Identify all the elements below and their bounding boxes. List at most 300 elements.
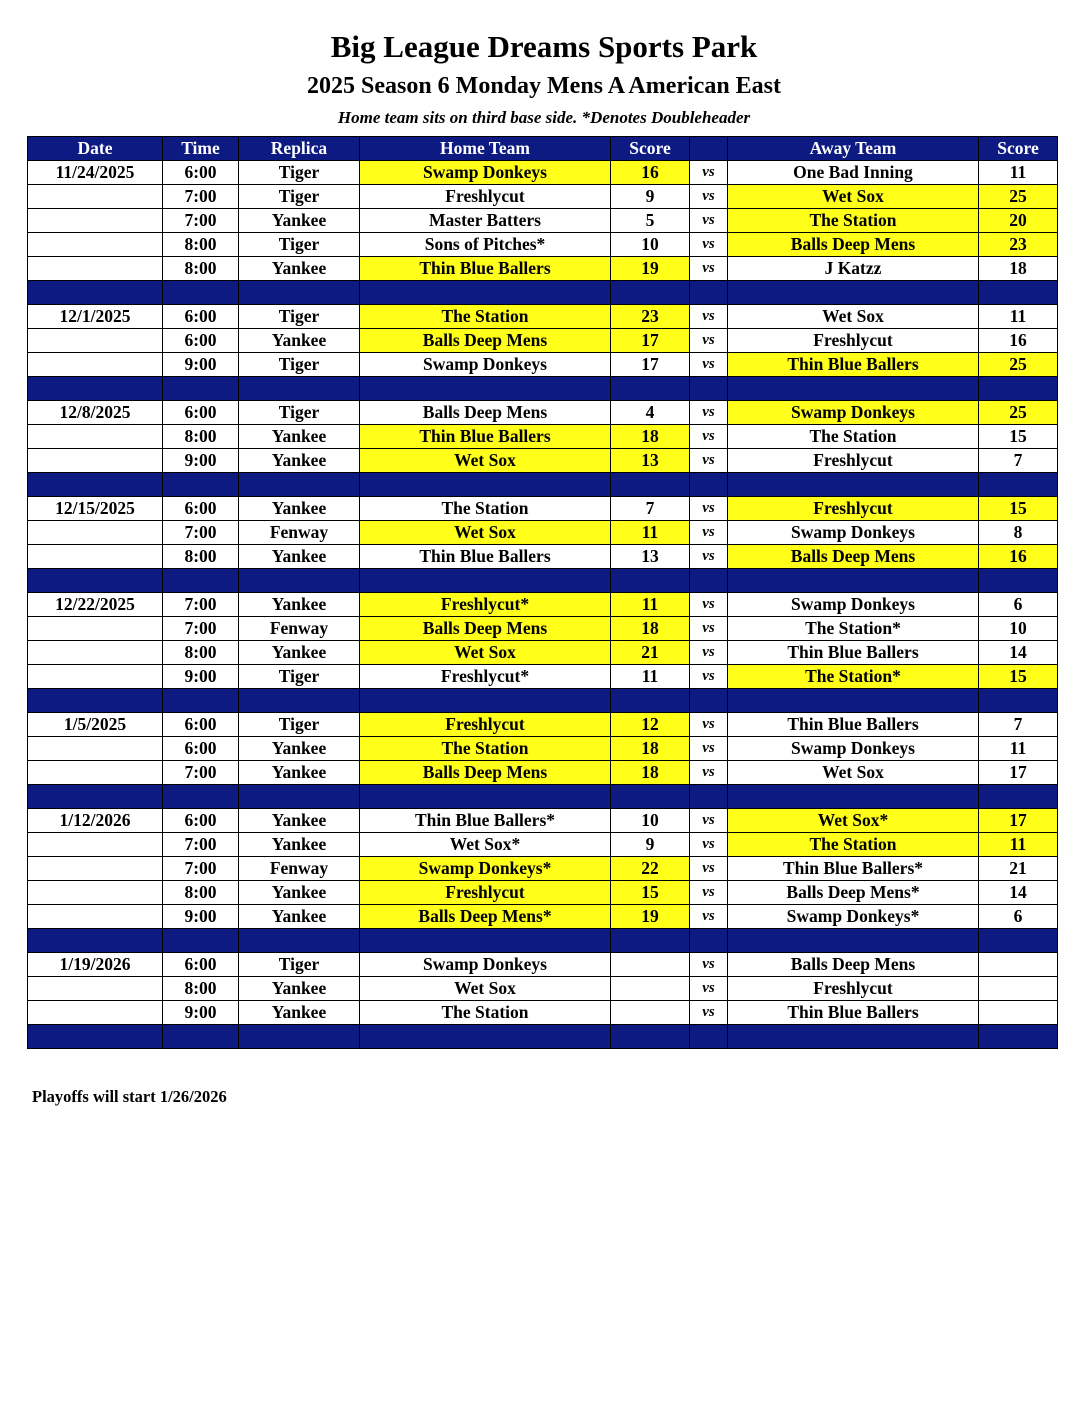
game-row (28, 737, 1058, 761)
away-team: J Katzz (728, 257, 979, 281)
home-team: Freshlycut* (360, 593, 611, 617)
separator-cell (28, 929, 163, 953)
separator-cell (239, 929, 360, 953)
game-date: 1/12/2026 (28, 809, 163, 833)
away-team: Freshlycut (728, 329, 979, 353)
game-date (28, 233, 163, 257)
home-team: Balls Deep Mens (360, 401, 611, 425)
home-score: 4 (611, 401, 690, 425)
separator-row (28, 1025, 1058, 1049)
col-header-away-score: Score (979, 137, 1058, 161)
away-team: The Station (728, 209, 979, 233)
separator-cell (360, 569, 611, 593)
separator-cell (979, 785, 1058, 809)
home-team: Swamp Donkeys (360, 953, 611, 977)
game-time: 6:00 (163, 161, 239, 185)
separator-cell (728, 569, 979, 593)
separator-cell (690, 473, 728, 497)
game-date (28, 977, 163, 1001)
away-score: 17 (979, 809, 1058, 833)
game-time: 8:00 (163, 233, 239, 257)
game-time: 7:00 (163, 617, 239, 641)
separator-cell (690, 785, 728, 809)
col-header-time: Time (163, 137, 239, 161)
game-time: 9:00 (163, 353, 239, 377)
separator-cell (163, 1025, 239, 1049)
away-score: 14 (979, 641, 1058, 665)
game-time: 9:00 (163, 665, 239, 689)
separator-cell (690, 377, 728, 401)
home-score: 17 (611, 353, 690, 377)
separator-cell (979, 569, 1058, 593)
game-replica: Fenway (239, 617, 360, 641)
separator-cell (728, 377, 979, 401)
game-date (28, 761, 163, 785)
away-team: Wet Sox* (728, 809, 979, 833)
separator-cell (163, 569, 239, 593)
away-team: Balls Deep Mens (728, 233, 979, 257)
game-replica: Fenway (239, 521, 360, 545)
game-date (28, 521, 163, 545)
separator-cell (239, 689, 360, 713)
game-replica: Yankee (239, 761, 360, 785)
away-score: 8 (979, 521, 1058, 545)
vs-label: vs (690, 617, 728, 641)
game-row (28, 401, 1058, 425)
separator-cell (611, 281, 690, 305)
home-score: 18 (611, 761, 690, 785)
game-replica: Tiger (239, 401, 360, 425)
game-replica: Yankee (239, 833, 360, 857)
game-row (28, 593, 1058, 617)
home-team: Freshlycut (360, 185, 611, 209)
game-replica: Tiger (239, 233, 360, 257)
game-row (28, 497, 1058, 521)
vs-label: vs (690, 905, 728, 929)
vs-label: vs (690, 641, 728, 665)
vs-label: vs (690, 809, 728, 833)
game-date (28, 1001, 163, 1025)
separator-cell (239, 281, 360, 305)
game-row (28, 353, 1058, 377)
vs-label: vs (690, 713, 728, 737)
home-score: 13 (611, 449, 690, 473)
game-time: 9:00 (163, 449, 239, 473)
away-score: 10 (979, 617, 1058, 641)
game-row (28, 665, 1058, 689)
away-score: 15 (979, 497, 1058, 521)
separator-row (28, 689, 1058, 713)
separator-cell (690, 1025, 728, 1049)
away-team: The Station* (728, 665, 979, 689)
col-header-home-team: Home Team (360, 137, 611, 161)
away-team: Swamp Donkeys (728, 737, 979, 761)
game-date: 12/8/2025 (28, 401, 163, 425)
home-score: 18 (611, 425, 690, 449)
game-replica: Tiger (239, 161, 360, 185)
game-time: 9:00 (163, 905, 239, 929)
game-replica: Yankee (239, 905, 360, 929)
vs-label: vs (690, 545, 728, 569)
game-row (28, 449, 1058, 473)
game-time: 7:00 (163, 857, 239, 881)
game-date (28, 329, 163, 353)
separator-cell (163, 281, 239, 305)
vs-label: vs (690, 857, 728, 881)
game-row (28, 761, 1058, 785)
separator-cell (979, 1025, 1058, 1049)
game-time: 9:00 (163, 1001, 239, 1025)
home-team: The Station (360, 1001, 611, 1025)
game-time: 6:00 (163, 737, 239, 761)
away-team: One Bad Inning (728, 161, 979, 185)
home-team: Wet Sox (360, 449, 611, 473)
separator-cell (728, 689, 979, 713)
away-team: Balls Deep Mens (728, 545, 979, 569)
separator-cell (360, 377, 611, 401)
away-score: 25 (979, 401, 1058, 425)
home-team: Wet Sox* (360, 833, 611, 857)
home-score: 11 (611, 521, 690, 545)
game-time: 8:00 (163, 977, 239, 1001)
game-time: 7:00 (163, 761, 239, 785)
away-score: 7 (979, 713, 1058, 737)
game-row (28, 617, 1058, 641)
home-team: Thin Blue Ballers* (360, 809, 611, 833)
game-replica: Yankee (239, 1001, 360, 1025)
home-score: 19 (611, 905, 690, 929)
away-team: Freshlycut (728, 497, 979, 521)
game-replica: Yankee (239, 593, 360, 617)
game-row (28, 329, 1058, 353)
game-date (28, 425, 163, 449)
game-row (28, 857, 1058, 881)
separator-cell (690, 281, 728, 305)
separator-cell (360, 281, 611, 305)
game-row (28, 953, 1058, 977)
game-date (28, 665, 163, 689)
vs-label: vs (690, 665, 728, 689)
game-replica: Tiger (239, 713, 360, 737)
vs-label: vs (690, 233, 728, 257)
home-score: 9 (611, 833, 690, 857)
separator-row (28, 281, 1058, 305)
away-score: 15 (979, 425, 1058, 449)
separator-row (28, 929, 1058, 953)
separator-cell (239, 569, 360, 593)
game-time: 6:00 (163, 329, 239, 353)
away-team: Wet Sox (728, 305, 979, 329)
separator-row (28, 473, 1058, 497)
game-replica: Tiger (239, 353, 360, 377)
separator-cell (690, 569, 728, 593)
away-score: 17 (979, 761, 1058, 785)
home-score: 10 (611, 233, 690, 257)
game-row (28, 881, 1058, 905)
away-score: 23 (979, 233, 1058, 257)
game-replica: Fenway (239, 857, 360, 881)
game-date (28, 905, 163, 929)
game-date (28, 209, 163, 233)
game-replica: Yankee (239, 545, 360, 569)
game-row (28, 713, 1058, 737)
away-score: 21 (979, 857, 1058, 881)
schedule-body (28, 161, 1058, 1049)
away-team: Freshlycut (728, 977, 979, 1001)
playoffs-note: Playoffs will start 1/26/2026 (32, 1087, 227, 1106)
game-row (28, 521, 1058, 545)
home-team: Thin Blue Ballers (360, 425, 611, 449)
home-score: 15 (611, 881, 690, 905)
vs-label: vs (690, 953, 728, 977)
away-score: 6 (979, 905, 1058, 929)
game-date (28, 641, 163, 665)
vs-label: vs (690, 425, 728, 449)
home-team: Balls Deep Mens (360, 329, 611, 353)
vs-label: vs (690, 977, 728, 1001)
home-team: Thin Blue Ballers (360, 257, 611, 281)
home-score: 22 (611, 857, 690, 881)
game-time: 6:00 (163, 401, 239, 425)
away-team: The Station* (728, 617, 979, 641)
game-date (28, 545, 163, 569)
home-team: Wet Sox (360, 977, 611, 1001)
game-replica: Yankee (239, 257, 360, 281)
separator-cell (163, 473, 239, 497)
away-team: Thin Blue Ballers (728, 713, 979, 737)
table-header-row (28, 137, 1058, 161)
separator-cell (360, 473, 611, 497)
game-date (28, 449, 163, 473)
separator-cell (239, 1025, 360, 1049)
vs-label: vs (690, 209, 728, 233)
home-team: Swamp Donkeys* (360, 857, 611, 881)
page-title: Big League Dreams Sports Park (330, 29, 758, 64)
game-time: 8:00 (163, 257, 239, 281)
home-score: 19 (611, 257, 690, 281)
game-row (28, 185, 1058, 209)
game-replica: Yankee (239, 977, 360, 1001)
schedule-table (27, 136, 1058, 1049)
separator-cell (690, 929, 728, 953)
vs-label: vs (690, 353, 728, 377)
vs-label: vs (690, 185, 728, 209)
separator-row (28, 377, 1058, 401)
game-time: 7:00 (163, 185, 239, 209)
game-time: 6:00 (163, 713, 239, 737)
home-team: Wet Sox (360, 641, 611, 665)
separator-cell (28, 785, 163, 809)
away-team: Balls Deep Mens* (728, 881, 979, 905)
game-date: 1/5/2025 (28, 713, 163, 737)
separator-row (28, 569, 1058, 593)
home-team: Balls Deep Mens (360, 761, 611, 785)
game-date: 1/19/2026 (28, 953, 163, 977)
away-team: The Station (728, 425, 979, 449)
separator-cell (611, 1025, 690, 1049)
game-replica: Tiger (239, 185, 360, 209)
separator-cell (28, 281, 163, 305)
away-score (979, 977, 1058, 1001)
home-team: Freshlycut (360, 881, 611, 905)
separator-cell (28, 569, 163, 593)
col-header-away-team: Away Team (728, 137, 979, 161)
separator-cell (728, 1025, 979, 1049)
separator-cell (611, 785, 690, 809)
game-date: 11/24/2025 (28, 161, 163, 185)
separator-cell (28, 473, 163, 497)
home-team: Balls Deep Mens* (360, 905, 611, 929)
game-time: 7:00 (163, 521, 239, 545)
home-team: Thin Blue Ballers (360, 545, 611, 569)
separator-cell (360, 929, 611, 953)
home-team: The Station (360, 737, 611, 761)
separator-cell (611, 473, 690, 497)
game-date (28, 881, 163, 905)
away-team: Swamp Donkeys* (728, 905, 979, 929)
home-score: 21 (611, 641, 690, 665)
away-score: 11 (979, 833, 1058, 857)
vs-label: vs (690, 401, 728, 425)
home-score: 12 (611, 713, 690, 737)
away-team: Thin Blue Ballers (728, 353, 979, 377)
game-time: 7:00 (163, 833, 239, 857)
game-replica: Yankee (239, 809, 360, 833)
game-replica: Tiger (239, 305, 360, 329)
game-time: 8:00 (163, 545, 239, 569)
game-replica: Tiger (239, 665, 360, 689)
away-score: 6 (979, 593, 1058, 617)
home-score: 13 (611, 545, 690, 569)
away-team: Balls Deep Mens (728, 953, 979, 977)
home-score: 9 (611, 185, 690, 209)
game-replica: Yankee (239, 881, 360, 905)
game-time: 8:00 (163, 881, 239, 905)
col-header-date: Date (28, 137, 163, 161)
game-time: 6:00 (163, 809, 239, 833)
col-header-replica: Replica (239, 137, 360, 161)
home-team: Wet Sox (360, 521, 611, 545)
game-date: 12/1/2025 (28, 305, 163, 329)
home-team: Swamp Donkeys (360, 353, 611, 377)
separator-row (28, 785, 1058, 809)
home-score (611, 977, 690, 1001)
game-date (28, 353, 163, 377)
game-row (28, 209, 1058, 233)
away-score: 11 (979, 737, 1058, 761)
vs-label: vs (690, 161, 728, 185)
game-replica: Yankee (239, 641, 360, 665)
game-time: 7:00 (163, 593, 239, 617)
vs-label: vs (690, 881, 728, 905)
home-team: Freshlycut* (360, 665, 611, 689)
game-row (28, 977, 1058, 1001)
away-team: Swamp Donkeys (728, 521, 979, 545)
away-team: Freshlycut (728, 449, 979, 473)
separator-cell (163, 785, 239, 809)
home-team: Freshlycut (360, 713, 611, 737)
game-date (28, 185, 163, 209)
separator-cell (979, 377, 1058, 401)
away-score: 25 (979, 353, 1058, 377)
game-replica: Yankee (239, 329, 360, 353)
game-row (28, 257, 1058, 281)
game-date: 12/22/2025 (28, 593, 163, 617)
vs-label: vs (690, 497, 728, 521)
away-score: 11 (979, 161, 1058, 185)
vs-label: vs (690, 257, 728, 281)
away-score (979, 1001, 1058, 1025)
away-score: 16 (979, 545, 1058, 569)
home-score: 16 (611, 161, 690, 185)
home-team: Swamp Donkeys (360, 161, 611, 185)
vs-label: vs (690, 305, 728, 329)
separator-cell (239, 377, 360, 401)
game-date: 12/15/2025 (28, 497, 163, 521)
vs-label: vs (690, 329, 728, 353)
vs-label: vs (690, 833, 728, 857)
vs-label: vs (690, 761, 728, 785)
separator-cell (28, 377, 163, 401)
game-replica: Yankee (239, 209, 360, 233)
separator-cell (239, 785, 360, 809)
home-score: 17 (611, 329, 690, 353)
away-team: Wet Sox (728, 761, 979, 785)
away-score (979, 953, 1058, 977)
separator-cell (28, 689, 163, 713)
separator-cell (611, 569, 690, 593)
away-team: The Station (728, 833, 979, 857)
game-replica: Tiger (239, 953, 360, 977)
separator-cell (611, 929, 690, 953)
game-row (28, 545, 1058, 569)
separator-cell (979, 473, 1058, 497)
home-team: The Station (360, 305, 611, 329)
away-score: 7 (979, 449, 1058, 473)
home-score: 5 (611, 209, 690, 233)
game-row (28, 233, 1058, 257)
game-date (28, 833, 163, 857)
away-score: 18 (979, 257, 1058, 281)
separator-cell (360, 1025, 611, 1049)
game-row (28, 161, 1058, 185)
game-row (28, 833, 1058, 857)
separator-cell (163, 377, 239, 401)
home-score: 10 (611, 809, 690, 833)
game-date (28, 737, 163, 761)
home-score: 18 (611, 737, 690, 761)
separator-cell (728, 785, 979, 809)
home-team: Master Batters (360, 209, 611, 233)
separator-cell (163, 689, 239, 713)
game-date (28, 617, 163, 641)
home-score: 11 (611, 665, 690, 689)
separator-cell (690, 689, 728, 713)
home-score: 11 (611, 593, 690, 617)
away-team: Thin Blue Ballers (728, 1001, 979, 1025)
vs-label: vs (690, 737, 728, 761)
home-score (611, 953, 690, 977)
separator-cell (611, 377, 690, 401)
separator-cell (611, 689, 690, 713)
game-row (28, 425, 1058, 449)
home-score: 23 (611, 305, 690, 329)
schedule-note: Home team sits on third base side. *Denotes Doubleheader (337, 108, 751, 127)
game-replica: Yankee (239, 449, 360, 473)
separator-cell (979, 689, 1058, 713)
home-team: The Station (360, 497, 611, 521)
game-time: 6:00 (163, 953, 239, 977)
